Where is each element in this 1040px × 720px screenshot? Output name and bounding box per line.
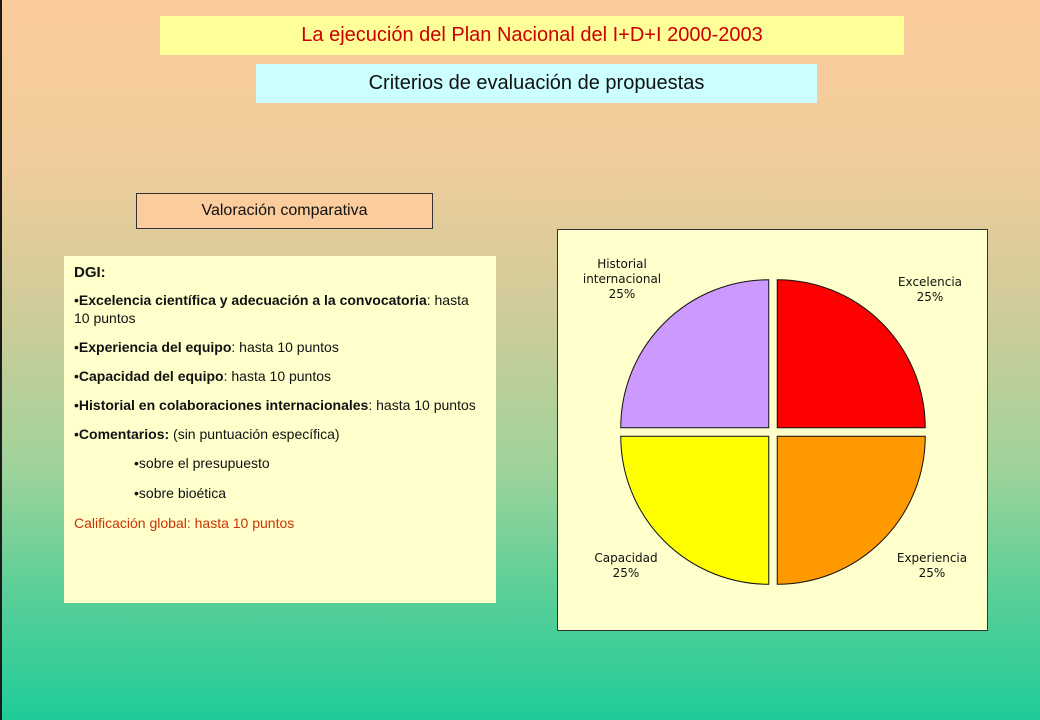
criteria-item-capacidad	[74, 367, 486, 385]
section-label: Valoración comparativa	[136, 193, 433, 229]
criteria-item-comentarios	[74, 425, 486, 443]
pie-label-capacidad: Capacidad 25%	[594, 551, 658, 580]
pie-chart	[558, 230, 987, 630]
criteria-item-historial	[74, 396, 486, 414]
criteria-heading: DGI:	[74, 264, 106, 281]
criteria-subitem-bioetica	[74, 484, 486, 502]
criteria-item-experiencia	[74, 338, 486, 356]
bullet: •	[134, 485, 139, 501]
bullet: •	[74, 368, 79, 384]
bullet: •	[74, 426, 79, 442]
criteria-subitem-text: sobre bioética	[138, 485, 227, 501]
criteria-item-excelencia	[74, 291, 486, 327]
left-edge-line	[0, 0, 2, 720]
criteria-item-rest: : hasta 10 puntos	[368, 397, 476, 413]
bullet: •	[74, 339, 79, 355]
page-subtitle: Criterios de evaluación de propuestas	[256, 64, 817, 103]
pie-label-excelencia: Excelencia 25%	[897, 275, 963, 304]
pie-label-historial: Historial internacional 25%	[582, 257, 662, 301]
bullet: •	[74, 397, 79, 413]
criteria-subitem-presupuesto	[74, 454, 486, 472]
page-title: La ejecución del Plan Nacional del I+D+I 2000-2003	[160, 16, 904, 55]
criteria-item-bold: Experiencia del equipo	[78, 339, 232, 355]
criteria-total: Calificación global: hasta 10 puntos	[74, 515, 295, 531]
pie-slice-historial	[621, 280, 769, 428]
criteria-item-bold: Capacidad del equipo	[78, 368, 224, 384]
bullet: •	[134, 455, 139, 471]
criteria-item-rest: : hasta 10 puntos	[74, 292, 469, 326]
criteria-item-bold: Comentarios:	[78, 426, 170, 442]
pie-chart-panel	[557, 229, 988, 631]
pie-label-experiencia: Experiencia 25%	[896, 551, 968, 580]
criteria-item-rest: : hasta 10 puntos	[223, 368, 332, 384]
criteria-item-rest: (sin puntuación específica)	[169, 426, 340, 442]
criteria-panel	[64, 256, 496, 603]
criteria-item-bold: Historial en colaboraciones internacionales	[78, 397, 369, 413]
bullet: •	[74, 292, 79, 308]
pie-slice-excelencia	[777, 280, 925, 428]
criteria-item-rest: : hasta 10 puntos	[231, 339, 339, 355]
criteria-subitem-text: sobre el presupuesto	[138, 455, 270, 471]
criteria-item-bold: Excelencia científica y adecuación a la convocatoria	[78, 292, 427, 308]
